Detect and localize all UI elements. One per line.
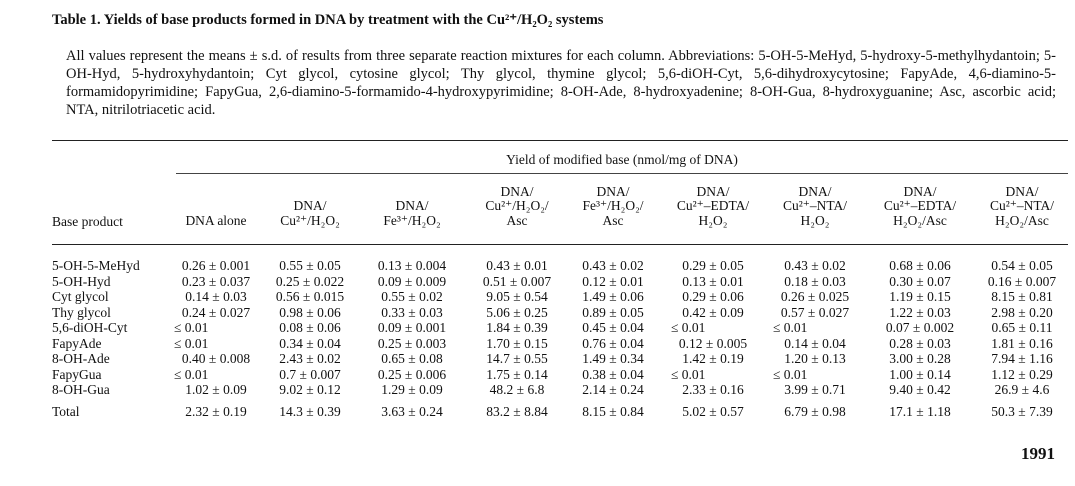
column-header — [783, 185, 847, 229]
table-cell: 0.29 ± 0.05 — [682, 258, 744, 273]
table-cell: 1.49 ± 0.06 — [582, 289, 644, 304]
table-cell: 1.20 ± 0.13 — [784, 351, 846, 366]
table-cell: 0.56 ± 0.015 — [275, 289, 345, 304]
column-header-line: Fe³⁺/H₂O₂ — [383, 212, 441, 228]
table-cell: 6.79 ± 0.98 — [784, 404, 846, 419]
table-cell: 0.12 ± 0.005 — [678, 336, 748, 351]
column-header-line: Cu²⁺/H₂O₂/ — [485, 198, 549, 213]
row-label: Total — [52, 404, 80, 419]
row-label: 5-OH-Hyd — [52, 274, 111, 289]
row-label: 5-OH-5-MeHyd — [52, 258, 140, 273]
table-cell: 1.29 ± 0.09 — [381, 382, 443, 397]
table-cell: 0.26 ± 0.001 — [181, 258, 251, 273]
table-cell: 0.65 ± 0.08 — [381, 351, 443, 366]
table-cell: 0.24 ± 0.027 — [181, 305, 251, 320]
table-cell: 0.40 ± 0.008 — [181, 351, 251, 366]
table-cell: 0.89 ± 0.05 — [582, 305, 644, 320]
table-cell: 2.33 ± 0.16 — [682, 382, 744, 397]
table-cell: 0.43 ± 0.01 — [486, 258, 548, 273]
page-number: 1991 — [1021, 444, 1055, 463]
column-header-line: DNA/ — [395, 198, 429, 213]
table-cell: 0.55 ± 0.05 — [279, 258, 341, 273]
table-cell: 0.38 ± 0.04 — [582, 367, 644, 382]
column-header — [383, 199, 440, 228]
table-cell: 26.9 ± 4.6 — [994, 382, 1050, 397]
row-label: FapyAde — [52, 336, 102, 351]
column-header-line: Cu²⁺–EDTA/ — [883, 198, 957, 213]
column-header — [280, 199, 340, 228]
header-bottom-rule — [52, 244, 1068, 245]
table-cell: 5.02 ± 0.57 — [682, 404, 744, 419]
table-cell: 0.28 ± 0.03 — [889, 336, 951, 351]
row-label: 8-OH-Gua — [52, 382, 110, 397]
row-label: 5,6-diOH-Cyt — [52, 320, 128, 335]
table-cell: 0.23 ± 0.037 — [181, 274, 251, 289]
column-header-line: Asc — [602, 212, 624, 228]
table-cell: 1.75 ± 0.14 — [486, 367, 548, 382]
table-cell: 0.55 ± 0.02 — [381, 289, 443, 304]
column-header-line: DNA/ — [903, 183, 937, 199]
column-header — [990, 185, 1054, 229]
group-header-rule — [176, 173, 1068, 174]
table-cell: 1.12 ± 0.29 — [991, 367, 1053, 382]
table-cell: 2.43 ± 0.02 — [279, 351, 341, 366]
table-cell: 1.42 ± 0.19 — [682, 351, 744, 366]
row-label: Cyt glycol — [52, 289, 109, 304]
table-cell: ≤ 0.01 — [773, 320, 808, 335]
table-cell: 1.81 ± 0.16 — [991, 336, 1053, 351]
table-cell: 1.84 ± 0.39 — [486, 320, 548, 335]
column-header — [485, 185, 548, 229]
column-header-line: DNA alone — [185, 212, 247, 228]
table-cell: 0.18 ± 0.03 — [784, 274, 846, 289]
table-cell: 0.09 ± 0.001 — [377, 320, 447, 335]
table-title: Table 1. Yields of base products formed in DNA by treatment with the Cu²⁺/H₂O₂ systems — [52, 12, 604, 28]
table-cell: 0.13 ± 0.004 — [377, 258, 447, 273]
table-top-rule — [52, 140, 1068, 141]
table-cell: 17.1 ± 1.18 — [889, 404, 951, 419]
table-cell: 0.25 ± 0.022 — [275, 274, 345, 289]
column-header-line: H₂O₂/Asc — [995, 212, 1049, 228]
table-cell: 0.16 ± 0.007 — [987, 274, 1057, 289]
table-cell: 0.54 ± 0.05 — [991, 258, 1053, 273]
table-cell: 0.43 ± 0.02 — [784, 258, 846, 273]
table-cell: 9.05 ± 0.54 — [486, 289, 548, 304]
column-header-line: DNA/ — [500, 183, 534, 199]
column-header-line: Cu²⁺–NTA/ — [782, 198, 848, 213]
table-cell: 0.12 ± 0.01 — [582, 274, 644, 289]
table-cell: 0.98 ± 0.06 — [279, 305, 341, 320]
table-cell: 0.13 ± 0.01 — [682, 274, 744, 289]
row-header: Base product — [52, 214, 123, 229]
table-cell: 0.34 ± 0.04 — [279, 336, 341, 351]
column-header-line: Cu²⁺–NTA/ — [989, 198, 1055, 213]
table-cell: ≤ 0.01 — [671, 320, 706, 335]
table-cell: 0.09 ± 0.009 — [377, 274, 447, 289]
column-header-line: H₂O₂/Asc — [893, 212, 947, 228]
table-caption: All values represent the means ± s.d. of results from three separate reaction mixtures for each column. Abbreviations: 5-OH-5-MeHyd, 5-hydroxy-5-methylhydantoin; 5-OH-Hyd, 5-hydroxyhydantoin; Cyt glycol, cytosine glycol; Thy glycol, thymine glycol; 5,6-diOH-Cyt, 5,6-dihydroxycytosine; FapyAde, 4,6-diamino-5-formamidopyrimidine; FapyGua, 2,6-diamino-5-formamido-4-hydroxypyrimidine; 8-OH-Ade, 8-hydroxyadenine; 8-OH-Gua, 8-hydroxyguanine; Asc, ascorbic acid; NTA, nitrilotriacetic acid. — [66, 48, 1056, 118]
table-cell: 1.22 ± 0.03 — [889, 305, 951, 320]
table-cell: 9.40 ± 0.42 — [889, 382, 951, 397]
row-label: Thy glycol — [52, 305, 111, 320]
column-header-line: H₂O₂ — [698, 212, 728, 228]
table-cell: 0.43 ± 0.02 — [582, 258, 644, 273]
table-cell: 5.06 ± 0.25 — [486, 305, 548, 320]
table-cell: 1.00 ± 0.14 — [889, 367, 951, 382]
table-cell: 0.25 ± 0.006 — [377, 367, 447, 382]
table-cell: ≤ 0.01 — [671, 367, 706, 382]
table-cell: 0.26 ± 0.025 — [780, 289, 850, 304]
table-cell: ≤ 0.01 — [174, 336, 209, 351]
column-header-line: DNA/ — [293, 198, 327, 213]
row-label: 8-OH-Ade — [52, 351, 110, 366]
column-header-line: Fe³⁺/H₂O₂/ — [582, 198, 644, 213]
table-cell: 0.33 ± 0.03 — [381, 305, 443, 320]
table-cell: 1.70 ± 0.15 — [486, 336, 548, 351]
column-header-line: DNA/ — [696, 183, 730, 199]
table-cell: 50.3 ± 7.39 — [991, 404, 1053, 419]
table-cell: 3.63 ± 0.24 — [381, 404, 443, 419]
table-cell: 2.98 ± 0.20 — [991, 305, 1053, 320]
table-cell: ≤ 0.01 — [174, 367, 209, 382]
column-header-line: DNA/ — [1005, 183, 1039, 199]
table-cell: 1.19 ± 0.15 — [889, 289, 951, 304]
table-cell: 0.57 ± 0.027 — [780, 305, 850, 320]
table-cell: 1.02 ± 0.09 — [185, 382, 247, 397]
table-cell: 14.7 ± 0.55 — [486, 351, 548, 366]
table-cell: 0.76 ± 0.04 — [582, 336, 644, 351]
table-cell: 0.14 ± 0.04 — [784, 336, 846, 351]
column-header — [582, 185, 643, 229]
table-cell: 0.07 ± 0.002 — [885, 320, 955, 335]
column-header — [884, 185, 956, 229]
table-cell: 0.51 ± 0.007 — [482, 274, 552, 289]
column-header-line: Cu²⁺–EDTA/ — [676, 198, 750, 213]
table-cell: 0.30 ± 0.07 — [889, 274, 951, 289]
table-cell: 7.94 ± 1.16 — [991, 351, 1053, 366]
column-header — [185, 214, 246, 229]
column-header-line: H₂O₂ — [800, 212, 830, 228]
table-cell: 0.25 ± 0.003 — [377, 336, 447, 351]
table-cell: 0.42 ± 0.09 — [682, 305, 744, 320]
table-cell: 9.02 ± 0.12 — [279, 382, 341, 397]
table-cell: 2.14 ± 0.24 — [582, 382, 644, 397]
table-cell: ≤ 0.01 — [174, 320, 209, 335]
table-cell: 2.32 ± 0.19 — [185, 404, 247, 419]
table-cell: 0.29 ± 0.06 — [682, 289, 744, 304]
table-cell: 0.65 ± 0.11 — [991, 320, 1053, 335]
table-cell: 8.15 ± 0.81 — [991, 289, 1053, 304]
table-cell: 1.49 ± 0.34 — [582, 351, 644, 366]
table-cell: 0.45 ± 0.04 — [582, 320, 644, 335]
table-cell: ≤ 0.01 — [773, 367, 808, 382]
table-cell: 83.2 ± 8.84 — [486, 404, 548, 419]
column-header-line: DNA/ — [798, 183, 832, 199]
row-label: FapyGua — [52, 367, 102, 382]
table-cell: 0.14 ± 0.03 — [185, 289, 247, 304]
column-header-line: DNA/ — [596, 183, 630, 199]
table-cell: 0.68 ± 0.06 — [889, 258, 951, 273]
table-cell: 3.00 ± 0.28 — [889, 351, 951, 366]
group-header: Yield of modified base (nmol/mg of DNA) — [506, 152, 738, 167]
table-cell: 14.3 ± 0.39 — [279, 404, 341, 419]
column-header-line: Asc — [506, 212, 528, 228]
column-header-line: Cu²⁺/H₂O₂ — [280, 212, 340, 228]
table-cell: 3.99 ± 0.71 — [784, 382, 846, 397]
table-cell: 0.08 ± 0.06 — [279, 320, 341, 335]
column-header — [677, 185, 749, 229]
table-cell: 48.2 ± 6.8 — [489, 382, 545, 397]
table-cell: 0.7 ± 0.007 — [279, 367, 341, 382]
table-cell: 8.15 ± 0.84 — [582, 404, 644, 419]
